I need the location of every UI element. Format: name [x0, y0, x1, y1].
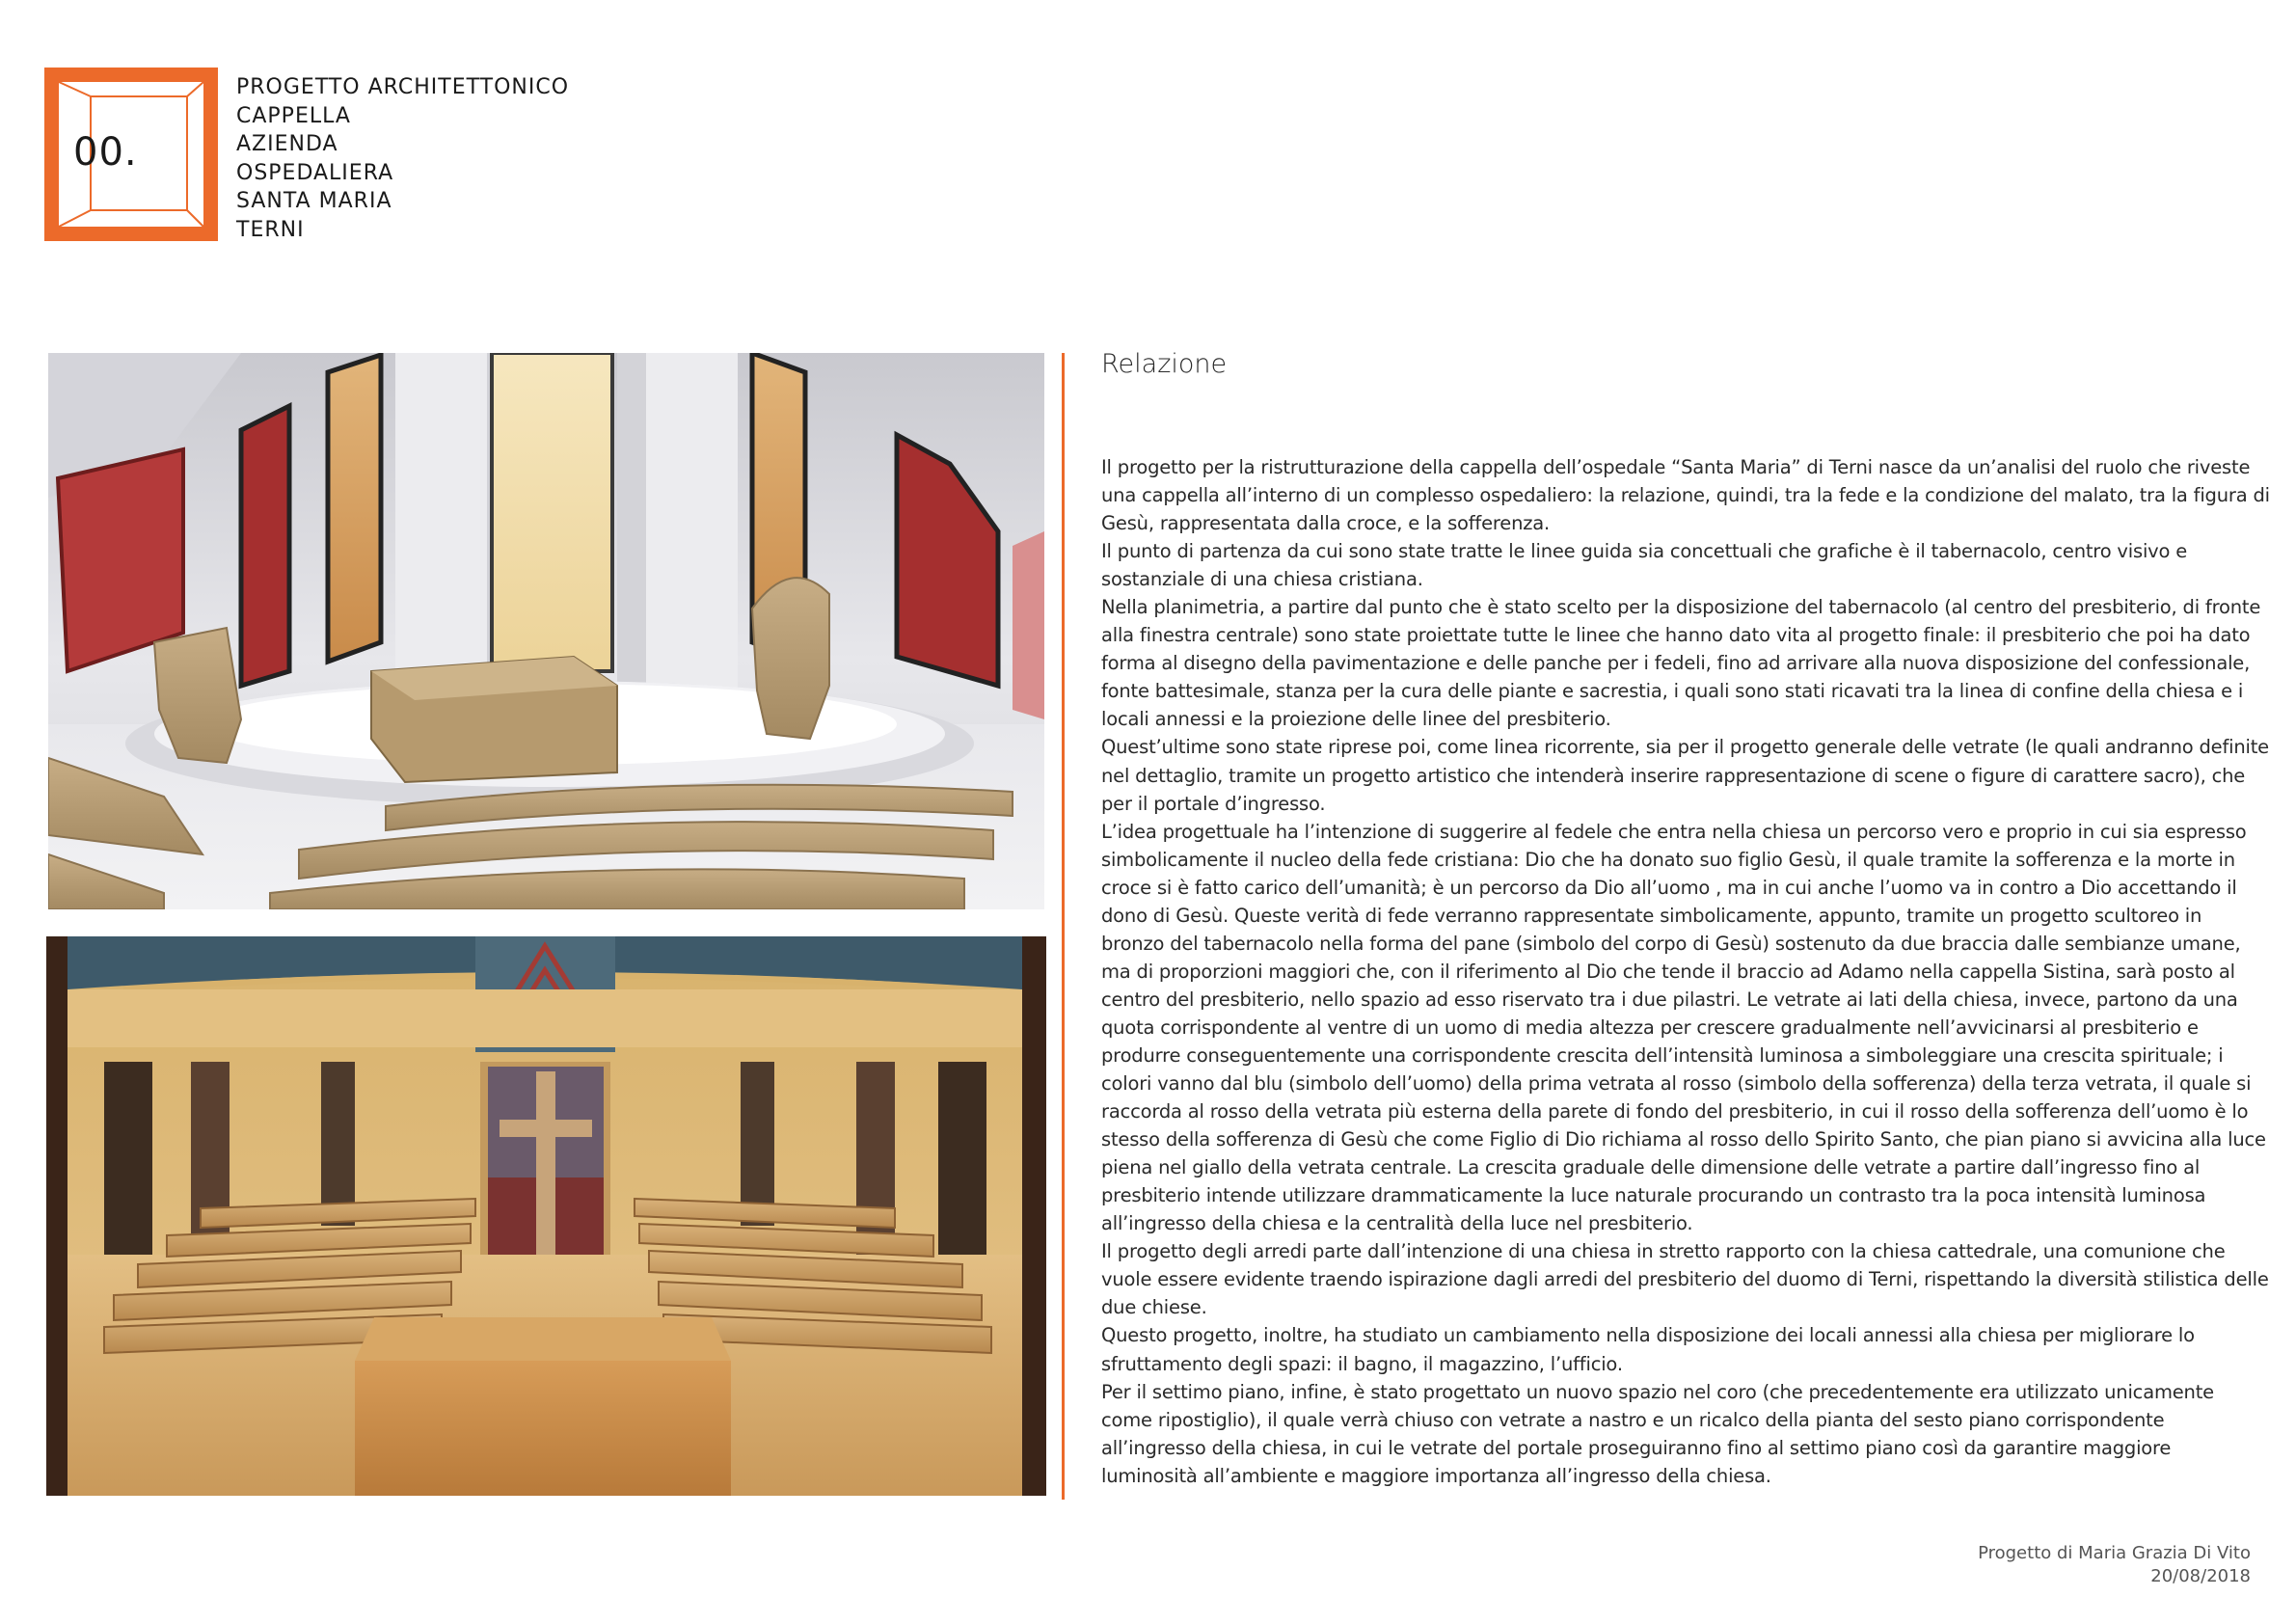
report-paragraph: Quest’ultime sono state riprese poi, come linea ricorrente, sia per il progetto generale delle vetrate (le quali andranno definite nel dettaglio, tramite un progetto artistico che intenderà inserire rappresentazione di scene o figure di carattere sacro), che per il portale d’ingresso. [1101, 736, 2269, 815]
credits [1978, 1542, 2251, 1588]
report-paragraph: Il punto di partenza da cui sono state tratte le linee guida sia concettuali che grafiche è il tabernacolo, centro visivo e sostanziale di una chiesa cristiana. [1101, 540, 2188, 591]
title-line: CAPPELLA [236, 103, 351, 128]
title-line: AZIENDA [236, 132, 338, 156]
column-divider [1062, 353, 1065, 1500]
title-line: PROGETTO ARCHITETTONICO [236, 75, 570, 99]
report-paragraph: Nella planimetria, a partire dal punto che è stato scelto per la disposizione del tabernacolo (al centro del presbiterio, di fronte alla finestra centrale) sono state proiettate tutte le linee che hanno dato vita al progetto finale: il presbiterio che poi ha dato forma al disegno della pavimentazione e delle panche per i fedeli, fino ad arrivare alla nuova disposizione del confessionale, fonte battesimale, stanza per la cura delle piante e sacrestia, i quali sono stati ricavati tra la linea di confine della chiesa e i locali annessi e la proiezione delle linee del presbiterio. [1101, 596, 2261, 731]
page-number: 00. [73, 130, 138, 175]
report-paragraph: Il progetto degli arredi parte dall’intenzione di una chiesa in stretto rapporto con la chiesa cattedrale, una comunione che vuole essere evidente traendo ispirazione dagli arredi del presbiterio del duomo di Terni, rispettando la diversità stilistica delle due chiese. [1101, 1240, 2269, 1319]
report-paragraph: Il progetto per la ristrutturazione della cappella dell’ospedale “Santa Maria” di Terni nasce da un’analisi del ruolo che riveste una cappella all’interno di un complesso ospedaliero: la relazione, quindi, tra la fede e la condizione del malato, tra la figura di Gesù, rappresentata dalla croce, e la sofferenza. [1101, 456, 2270, 535]
report-paragraph: Questo progetto, inoltre, ha studiato un cambiamento nella disposizione dei locali annessi alla chiesa per migliorare lo sfruttamento degli spazi: il bagno, il magazzino, l’ufficio. [1101, 1324, 2195, 1375]
project-date: 20/08/2018 [2150, 1566, 2251, 1586]
report-body [1101, 453, 2270, 1490]
section-heading: Relazione [1101, 349, 1228, 379]
author-credit: Progetto di Maria Grazia Di Vito [1978, 1543, 2251, 1563]
title-line: OSPEDALIERA [236, 160, 394, 185]
report-paragraph: Per il settimo piano, infine, è stato progettato un nuovo spazio nel coro (che precedentemente era utilizzato unicamente come ripostiglio), il quale verrà chiuso con vetrate a nastro e un ricalco della pianta del sesto piano corrispondente all’ingresso della chiesa, in cui le vetrate del portale proseguiranno fino al settimo piano così da garantire maggiore luminosità all’ambiente e maggiore importanza all’ingresso della chiesa. [1101, 1380, 2214, 1487]
title-line: SANTA MARIA [236, 189, 392, 213]
title-line: TERNI [236, 217, 305, 242]
logo [44, 68, 218, 241]
project-title [236, 73, 569, 244]
nave-render [46, 936, 1046, 1496]
presbytery-render [48, 353, 1044, 909]
report-paragraph: L’idea progettuale ha l’intenzione di suggerire al fedele che entra nella chiesa un percorso vero e proprio in cui sia espresso simbolicamente il nucleo della fede cristiana: Dio che ha donato suo figlio Gesù, il quale tramite la sofferenza e la morte in croce si è fatto carico dell’umanità; è un percorso da Dio all’uomo , ma in cui anche l’uomo va in contro a Dio accettando il dono di Gesù. Queste verità di fede verranno rappresentate simbolicamente, appunto, tramite un progetto scultoreo in bronzo del tabernacolo nella forma del pane (simbolo del corpo di Gesù) sostenuto da due braccia dalle sembianze umane, ma di proporzioni maggiori che, con il riferimento al Dio che tende il braccio ad Adamo nella cappella Sistina, sarà posto al centro del presbiterio, nello spazio ad esso riservato tra i due pilastri. Le vetrate ai lati della chiesa, invece, partono da una quota corrispondente al ventre di un uomo di media altezza per crescere gradualmente nell’avvicinarsi al presbiterio e produrre conseguentemente una corrispondente crescita dell’intensità luminosa a simboleggiare una crescita spirituale; i colori vanno dal blu (simbolo dell’uomo) della prima vetrata al rosso (simbolo della sofferenza) della terza vetrata, il quale si raccorda al rosso della vetrata più esterna della parete di fondo del presbiterio, in cui il rosso della sofferenza dell’uomo è lo stesso della sofferenza di Gesù che come Figlio di Dio richiama al rosso dello Spirito Santo, che pian piano si avvicina alla luce piena nel giallo della vetrata centrale. La crescita graduale delle dimensione delle vetrate a partire dall’ingresso fino al presbiterio intende utilizzare drammaticamente la luce naturale procurando un contrasto tra la poca intensità luminosa all’ingresso della chiesa e la centralità della luce nel presbiterio. [1101, 820, 2266, 1235]
